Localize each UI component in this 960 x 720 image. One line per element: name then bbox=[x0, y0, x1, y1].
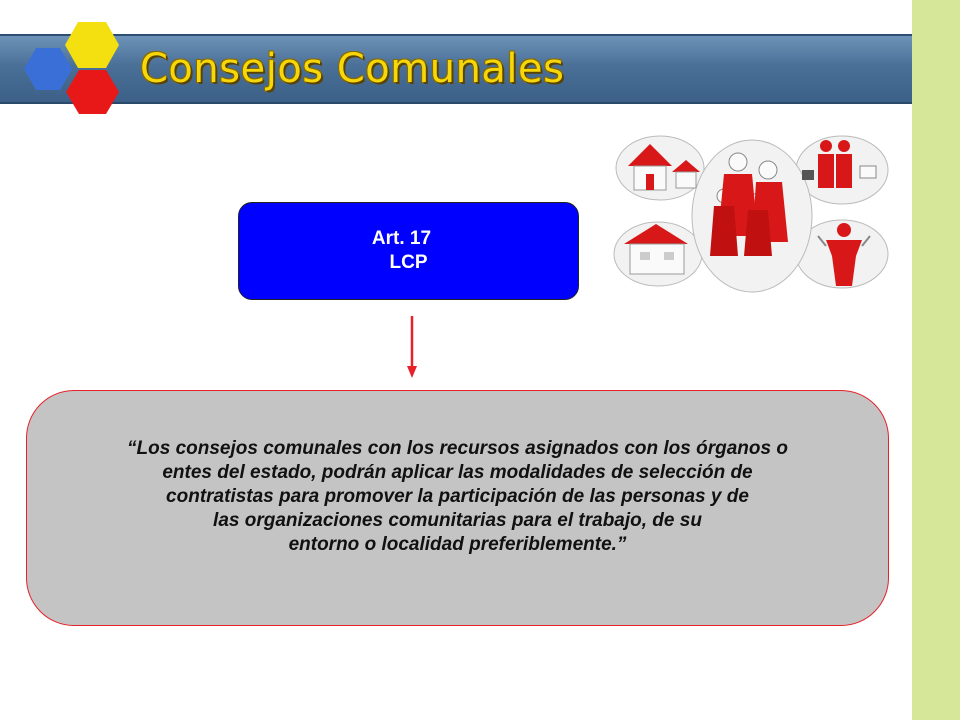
hex-yellow-icon bbox=[65, 22, 119, 68]
hex-red-icon bbox=[66, 70, 119, 114]
three-hexagons-logo-icon bbox=[20, 20, 124, 120]
quote-box bbox=[26, 390, 889, 626]
article-law: LCP bbox=[389, 252, 428, 273]
quote-text: “Los consejos comunales con los recursos asignados con los órganos o entes del estado, podrán aplicar las modalidades de selección de contratistas para promover la participación de las personas y de las organizaciones comunitarias para el trabajo, de su entorno o localidad preferiblemente.” bbox=[127, 438, 788, 555]
arrow-down-icon bbox=[405, 316, 419, 378]
hex-blue-icon bbox=[24, 48, 72, 90]
community-illustration-icon bbox=[612, 126, 894, 298]
page-title: Consejos Comunales bbox=[140, 46, 565, 92]
side-strip bbox=[912, 0, 960, 720]
article-number: Art. 17 bbox=[371, 228, 432, 249]
article-box bbox=[238, 202, 579, 300]
